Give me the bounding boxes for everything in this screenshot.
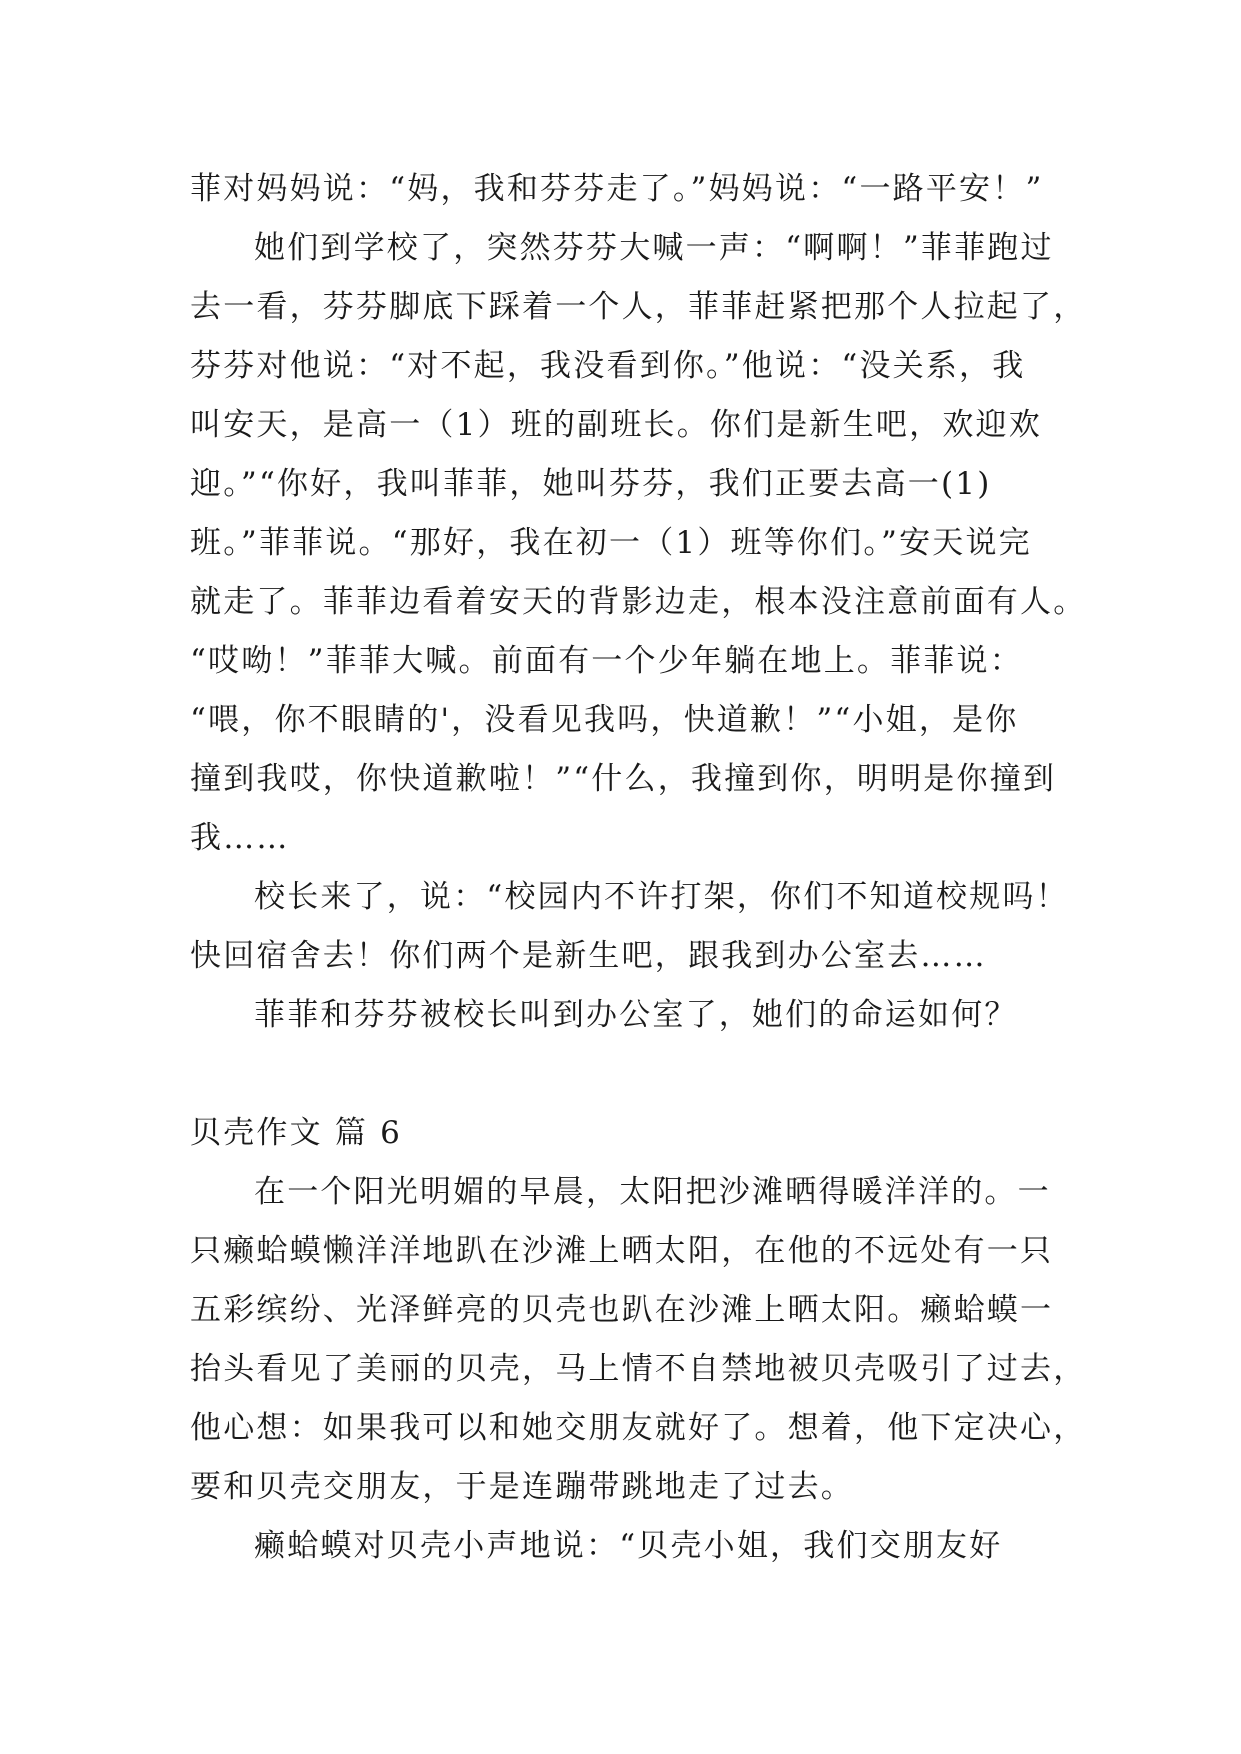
text-line: 快回宿舍去！你们两个是新生吧，跟我到办公室去…… bbox=[190, 938, 987, 974]
paragraph bbox=[190, 986, 1050, 1045]
text-line: “喂，你不眼睛的'，没看见我吗，快道歉！”“小姐，是你 bbox=[190, 702, 1019, 738]
text-line: 菲菲和芬芬被校长叫到办公室了，她们的命运如何？ bbox=[254, 997, 1018, 1033]
paragraph bbox=[190, 160, 1050, 219]
text-line: “哎呦！”菲菲大喊。前面有一个少年躺在地上。菲菲说： bbox=[190, 643, 1023, 679]
paragraph bbox=[190, 219, 1087, 868]
paragraph bbox=[190, 1517, 1050, 1576]
paragraph bbox=[190, 1163, 1087, 1517]
text-line: 只癞蛤蟆懒洋洋地趴在沙滩上晒太阳，在他的不远处有一只 bbox=[190, 1233, 1054, 1269]
text-line: 叫安天，是高一（1）班的副班长。你们是新生吧，欢迎欢 bbox=[190, 407, 1042, 443]
text-line: 菲对妈妈说：“妈，我和芬芬走了。”妈妈说：“一路平安！” bbox=[190, 171, 1044, 207]
text-line: 抬头看见了美丽的贝壳，马上情不自禁地被贝壳吸引了过去， bbox=[190, 1351, 1087, 1387]
text-line: 校长来了，说：“校园内不许打架，你们不知道校规吗！ bbox=[254, 879, 1069, 915]
text-line: 迎。”“你好，我叫菲菲，她叫芬芬，我们正要去高一(1) bbox=[190, 466, 992, 502]
text-line: 我…… bbox=[190, 820, 290, 856]
text-line: 在一个阳光明媚的早晨，太阳把沙滩晒得暖洋洋的。一 bbox=[254, 1174, 1051, 1210]
text-line: 癞蛤蟆对贝壳小声地说：“贝壳小姐，我们交朋友好 bbox=[254, 1528, 1003, 1564]
section-title: 贝壳作文 篇 6 bbox=[190, 1115, 403, 1151]
text-line: 他心想：如果我可以和她交朋友就好了。想着，他下定决心， bbox=[190, 1410, 1087, 1446]
text-line: 就走了。菲菲边看着安天的背影边走，根本没注意前面有人。 bbox=[190, 584, 1087, 620]
paragraph bbox=[190, 868, 1069, 986]
text-line: 五彩缤纷、光泽鲜亮的贝壳也趴在沙滩上晒太阳。癞蛤蟆一 bbox=[190, 1292, 1054, 1328]
text-line: 要和贝壳交朋友，于是连蹦带跳地走了过去。 bbox=[190, 1469, 854, 1505]
text-line: 她们到学校了，突然芬芬大喊一声：“啊啊！”菲菲跑过 bbox=[254, 230, 1054, 266]
text-line: 撞到我哎，你快道歉啦！”“什么，我撞到你，明明是你撞到 bbox=[190, 761, 1057, 797]
text-line: 班。”菲菲说。“那好，我在初一（1）班等你们。”安天说完 bbox=[190, 525, 1032, 561]
text-line: 芬芬对他说：“对不起，我没看到你。”他说：“没关系，我 bbox=[190, 348, 1026, 384]
document-page bbox=[190, 160, 1087, 1576]
spacer bbox=[190, 1045, 1050, 1104]
text-line: 去一看，芬芬脚底下踩着一个人，菲菲赶紧把那个人拉起了， bbox=[190, 289, 1087, 325]
